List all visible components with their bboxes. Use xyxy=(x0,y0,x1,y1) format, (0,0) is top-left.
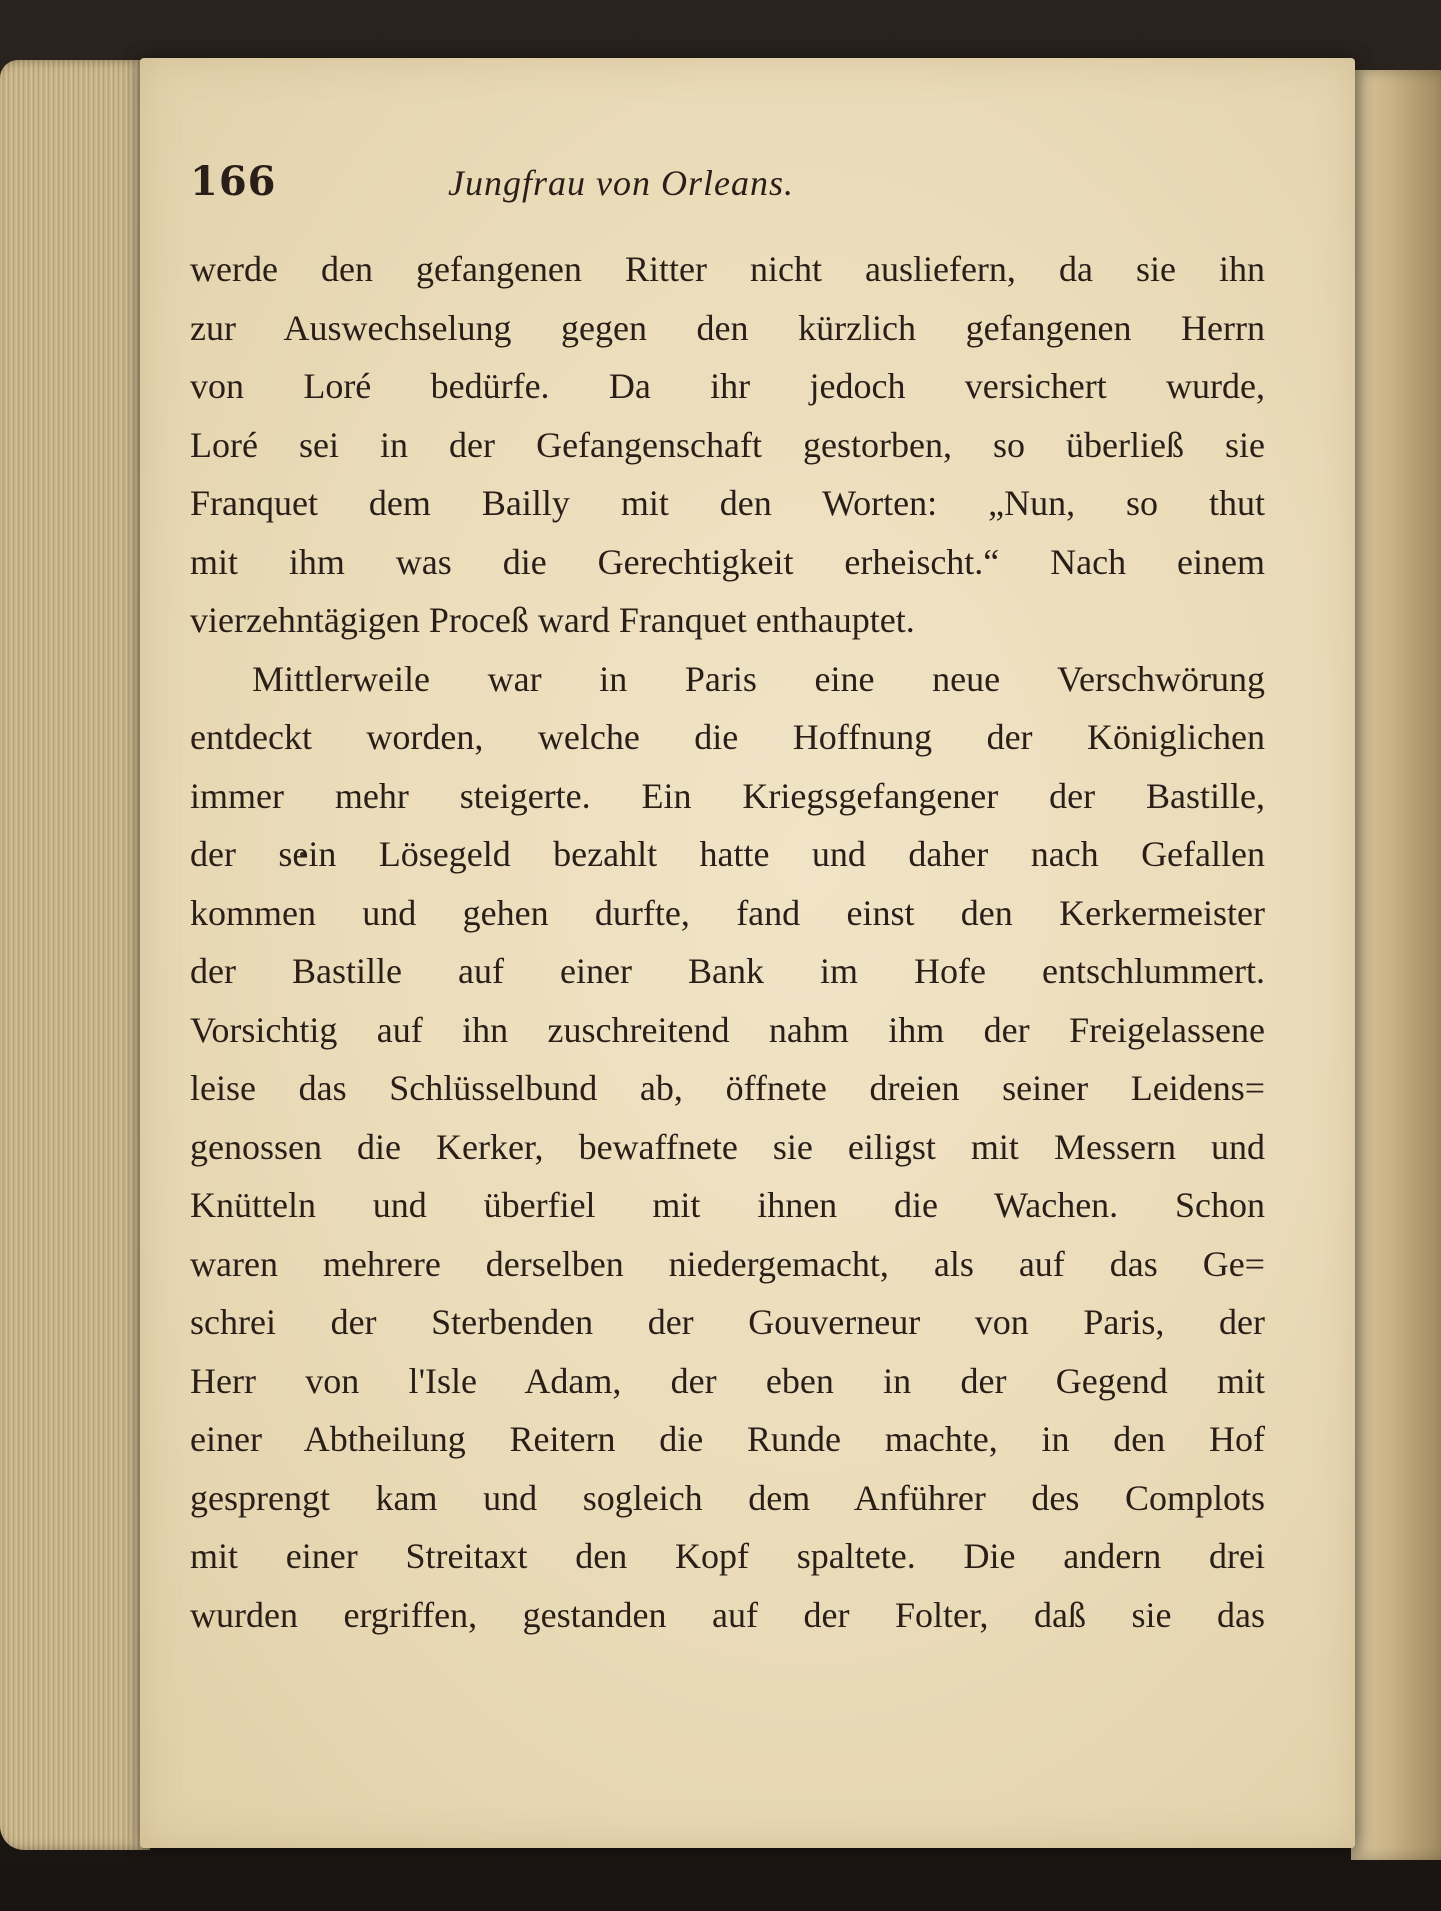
text-line: kommen und gehen durfte, fand einst den Kerkermeister xyxy=(190,892,1265,933)
page-header xyxy=(190,150,990,220)
text-line: Herr von l'Isle Adam, der eben in der Gegend mit xyxy=(190,1360,1265,1401)
text-line: der Bastille auf einer Bank im Hofe entschlummert. xyxy=(190,951,1265,991)
text-line: wurden ergriffen, gestanden auf der Folter, daß sie das xyxy=(190,1594,1265,1635)
text-line: einer Abtheilung Reitern die Runde machte, in den Hof xyxy=(190,1419,1265,1459)
text-line: Knütteln und überfiel mit ihnen die Wachen. Schon xyxy=(190,1185,1265,1225)
text-line: immer mehr steigerte. Ein Kriegsgefangener der Bastille, xyxy=(190,775,1265,816)
text-line: zur Auswechselung gegen den kürzlich gefangenen Herrn xyxy=(190,307,1265,348)
text-line: der sein Lösegeld bezahlt hatte und daher nach Gefallen xyxy=(190,834,1265,874)
text-line: Franquet dem Bailly mit den Worten: „Nun, so thut xyxy=(190,483,1265,523)
running-title: Jungfrau von Orleans. xyxy=(448,163,794,203)
text-line: Vorsichtig auf ihn zuschreitend nahm ihm der Freigelassene xyxy=(190,1009,1265,1050)
text-line: schrei der Sterbenden der Gouverneur von Paris, der xyxy=(190,1302,1265,1342)
text-line: vierzehntägigen Proceß ward Franquet enthauptet. xyxy=(190,600,915,640)
text-line: mit ihm was die Gerechtigkeit erheischt.“ Nach einem xyxy=(190,541,1265,582)
page-number: 166 xyxy=(190,158,277,205)
text-line: werde den gefangenen Ritter nicht ausliefern, da sie ihn xyxy=(190,249,1265,289)
text-line: genossen die Kerker, bewaffnete sie eiligst mit Messern und xyxy=(190,1126,1265,1167)
right-page-edge xyxy=(1351,70,1441,1860)
book-page-edges xyxy=(0,60,150,1850)
body-text xyxy=(190,240,1265,1644)
text-line: leise das Schlüsselbund ab, öffnete dreien seiner Leidens= xyxy=(190,1068,1265,1108)
text-line: waren mehrere derselben niedergemacht, als auf das Ge= xyxy=(190,1243,1265,1284)
text-line: mit einer Streitaxt den Kopf spaltete. Die andern drei xyxy=(190,1536,1265,1576)
text-line: Loré sei in der Gefangenschaft gestorben, so überließ sie xyxy=(190,424,1265,465)
text-line: entdeckt worden, welche die Hoffnung der Königlichen xyxy=(190,717,1265,757)
text-line: Mittlerweile war in Paris eine neue Verschwörung xyxy=(252,658,1265,699)
text-line: von Loré bedürfe. Da ihr jedoch versichert wurde, xyxy=(190,366,1265,406)
text-line: gesprengt kam und sogleich dem Anführer des Complots xyxy=(190,1477,1265,1518)
